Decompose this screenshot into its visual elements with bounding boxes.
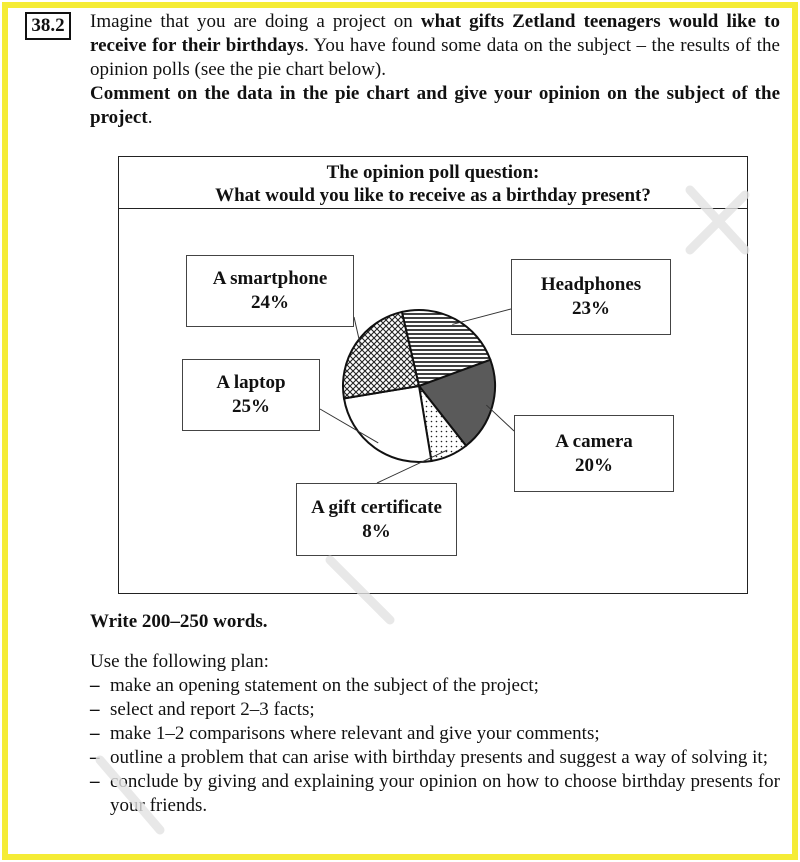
label-smartphone-name: A smartphone	[212, 268, 328, 289]
label-gift-certificate	[296, 483, 457, 556]
dash-bullet: –	[90, 699, 100, 720]
plan-item	[90, 674, 780, 698]
plan-item-text: make 1–2 comparisons where relevant and give your comments;	[110, 723, 600, 744]
plan-item-text: select and report 2–3 facts;	[110, 699, 315, 720]
pie-slice-a-laptop	[344, 386, 431, 462]
dash-bullet: –	[90, 675, 100, 696]
dash-bullet: –	[90, 723, 100, 744]
dash-bullet: –	[90, 771, 100, 792]
intro-text-end: . You have found some data on the subject – the results of the opinion polls (see the pie chart below).	[90, 35, 780, 80]
label-laptop	[182, 359, 320, 431]
label-smartphone	[186, 255, 354, 327]
dash-bullet: –	[90, 747, 100, 768]
label-headphones-name: Headphones	[540, 274, 642, 295]
label-camera-name: A camera	[555, 430, 633, 452]
intro-instruction	[90, 82, 780, 130]
plan-item	[90, 722, 780, 746]
plan-item-text: make an opening statement on the subject of the project;	[110, 675, 539, 696]
instruction-period: .	[147, 107, 153, 128]
plan-item	[90, 698, 780, 722]
plan-item	[90, 770, 780, 818]
chart-title-line1: The opinion poll question:	[326, 162, 540, 183]
intro-text: Imagine that you are doing a project on	[90, 11, 421, 32]
plan	[90, 650, 780, 818]
label-headphones	[511, 259, 671, 335]
instruction-bold: Comment on the data in the pie chart and give your opinion on the subject of the project	[90, 83, 780, 128]
intro-paragraph	[90, 10, 780, 82]
plan-item	[90, 746, 780, 770]
intro-topic: what gifts Zetland teenagers would like to receive for their birthdays	[90, 11, 781, 56]
plan-intro: Use the following plan:	[90, 651, 269, 672]
plan-list	[90, 674, 780, 818]
label-headphones-value: 23%	[572, 298, 610, 319]
task-intro	[90, 10, 780, 130]
plan-item-text: outline a problem that can arise with birthday presents and suggest a way of solving it;	[110, 747, 768, 768]
label-laptop-name: A laptop	[216, 372, 286, 393]
label-camera	[514, 415, 674, 492]
label-gift-certificate-name: A gift certificate	[311, 496, 442, 518]
label-gift-certificate-value: 8%	[362, 520, 391, 542]
plan-item-text: conclude by giving and explaining your opinion on how to choose birthday presents for your friends.	[110, 771, 780, 816]
chart-box	[118, 156, 748, 594]
label-smartphone-value: 24%	[251, 292, 289, 313]
task-number: 38.2	[25, 12, 71, 40]
leader-line	[486, 405, 514, 431]
label-camera-value: 20%	[575, 454, 613, 476]
leader-line	[452, 309, 511, 324]
label-laptop-value: 25%	[232, 396, 270, 417]
chart-title	[119, 157, 747, 209]
word-count-instruction: Write 200–250 words.	[90, 611, 268, 632]
chart-title-line2: What would you like to receive as a birthday present?	[215, 185, 651, 206]
